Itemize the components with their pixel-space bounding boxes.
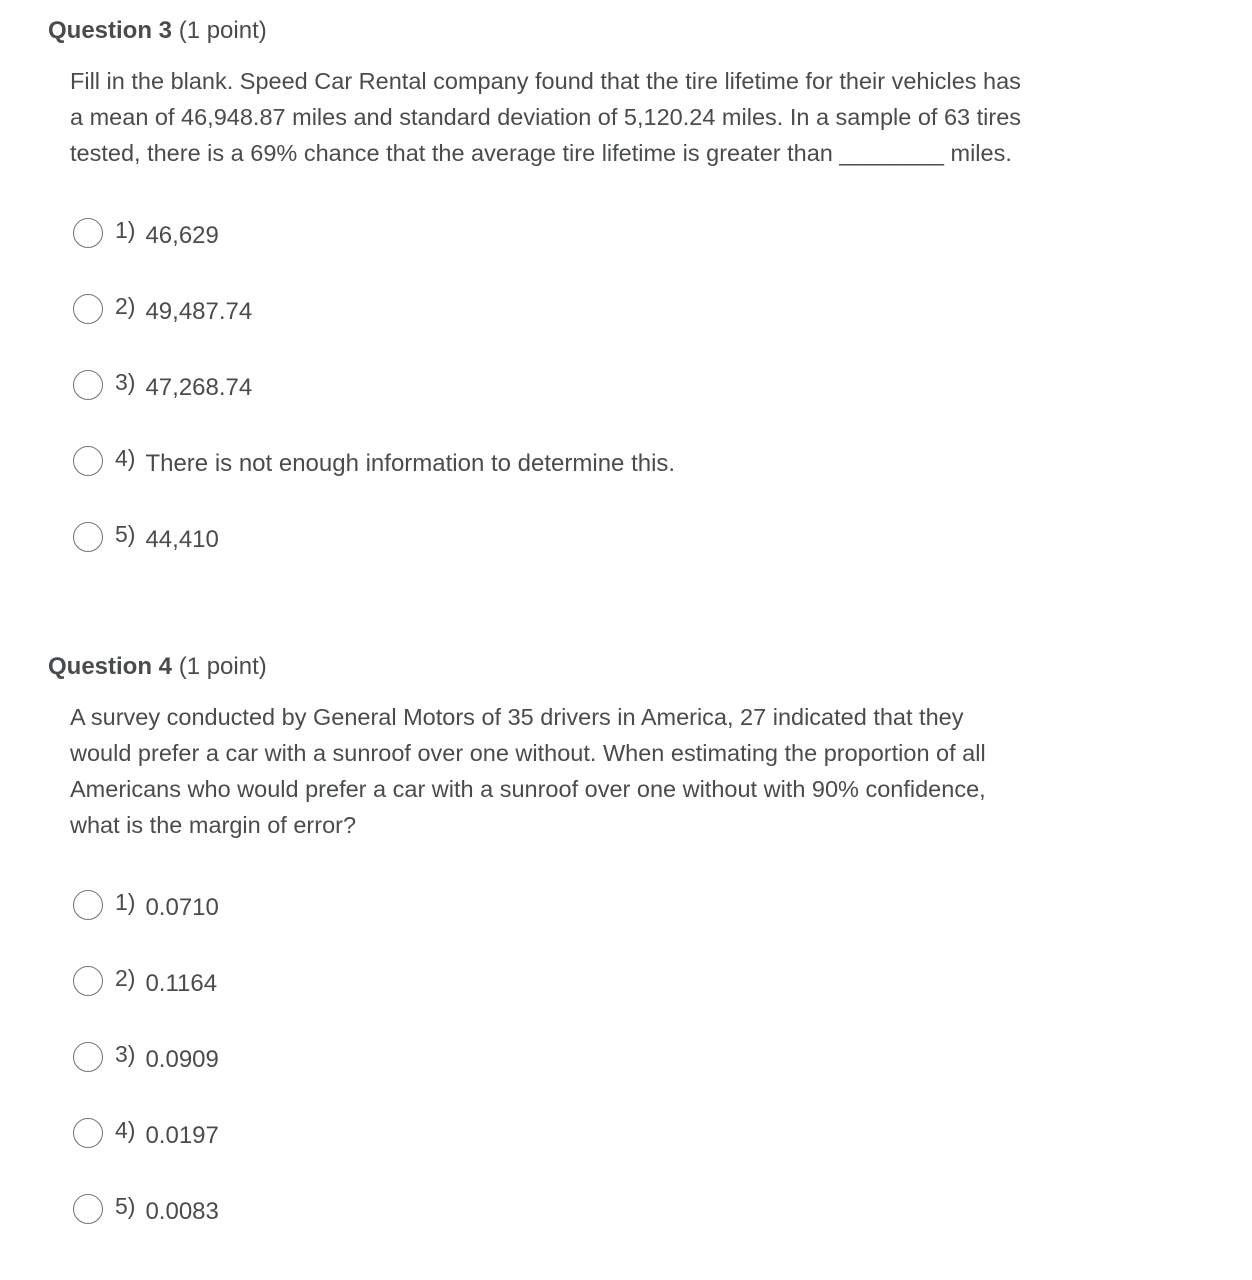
option-number: 2) — [115, 292, 136, 319]
question-3 — [48, 14, 1048, 578]
question-points: (1 point) — [178, 653, 267, 680]
option-label: 47,268.74 — [145, 374, 253, 401]
option-label: 44,410 — [145, 526, 219, 553]
option-number: 1) — [115, 216, 136, 243]
option-label: 0.0710 — [145, 894, 219, 921]
option-label: 0.0909 — [145, 1046, 219, 1073]
option-number: 3) — [115, 368, 136, 395]
question-text-after-blank: miles. — [943, 140, 1012, 166]
option-number: 4) — [115, 1116, 136, 1143]
question-text-before-blank: Fill in the blank. Speed Car Rental company found that the tire lifetime for their vehicles has a mean of 46,948.87 miles and standard deviation of 5,120.24 miles. In a sample of 63 tires tested, there is a 69% chance that the average tire lifetime is greater than — [70, 68, 1022, 166]
answer-option-1[interactable] — [73, 198, 1048, 274]
radio-button[interactable] — [73, 370, 103, 400]
option-label: 0.0083 — [145, 1198, 219, 1225]
question-header — [48, 650, 1048, 684]
answer-option-2[interactable] — [73, 946, 1048, 1022]
answer-option-1[interactable] — [73, 870, 1048, 946]
answer-option-2[interactable] — [73, 274, 1048, 350]
option-number: 1) — [115, 888, 136, 915]
question-points: (1 point) — [178, 17, 267, 44]
fill-in-blank: ________ — [839, 140, 944, 166]
answer-option-5[interactable] — [73, 1174, 1048, 1250]
answer-option-4[interactable] — [73, 426, 1048, 502]
question-text: A survey conducted by General Motors of 35 drivers in America, 27 indicated that they would prefer a car with a sunroof over one without. When estimating the proportion of all Americans who would prefer a car with a sunroof over one without with 90% confidence, what is the margin of error? — [70, 704, 986, 838]
answer-option-4[interactable] — [73, 1098, 1048, 1174]
option-label: 46,629 — [145, 222, 219, 249]
option-number: 5) — [115, 1192, 136, 1219]
question-4 — [48, 650, 1048, 1250]
radio-button[interactable] — [73, 294, 103, 324]
option-number: 3) — [115, 1040, 136, 1067]
radio-button[interactable] — [73, 966, 103, 996]
answer-options — [73, 198, 1048, 578]
answer-option-3[interactable] — [73, 350, 1048, 426]
option-label: There is not enough information to determine this. — [145, 450, 676, 477]
answer-option-5[interactable] — [73, 502, 1048, 578]
option-label: 0.0197 — [145, 1122, 219, 1149]
answer-options — [73, 870, 1048, 1250]
question-text — [70, 63, 1030, 171]
radio-button[interactable] — [73, 1118, 103, 1148]
radio-button[interactable] — [73, 446, 103, 476]
answer-option-3[interactable] — [73, 1022, 1048, 1098]
radio-button[interactable] — [73, 890, 103, 920]
option-label: 0.1164 — [145, 970, 218, 997]
option-number: 5) — [115, 520, 136, 547]
option-number: 2) — [115, 964, 136, 991]
question-title: Question 4 — [48, 653, 173, 680]
option-number: 4) — [115, 444, 136, 471]
radio-button[interactable] — [73, 218, 103, 248]
radio-button[interactable] — [73, 1194, 103, 1224]
question-title: Question 3 — [48, 17, 173, 44]
radio-button[interactable] — [73, 522, 103, 552]
question-header — [48, 14, 1048, 48]
option-label: 49,487.74 — [145, 298, 253, 325]
radio-button[interactable] — [73, 1042, 103, 1072]
